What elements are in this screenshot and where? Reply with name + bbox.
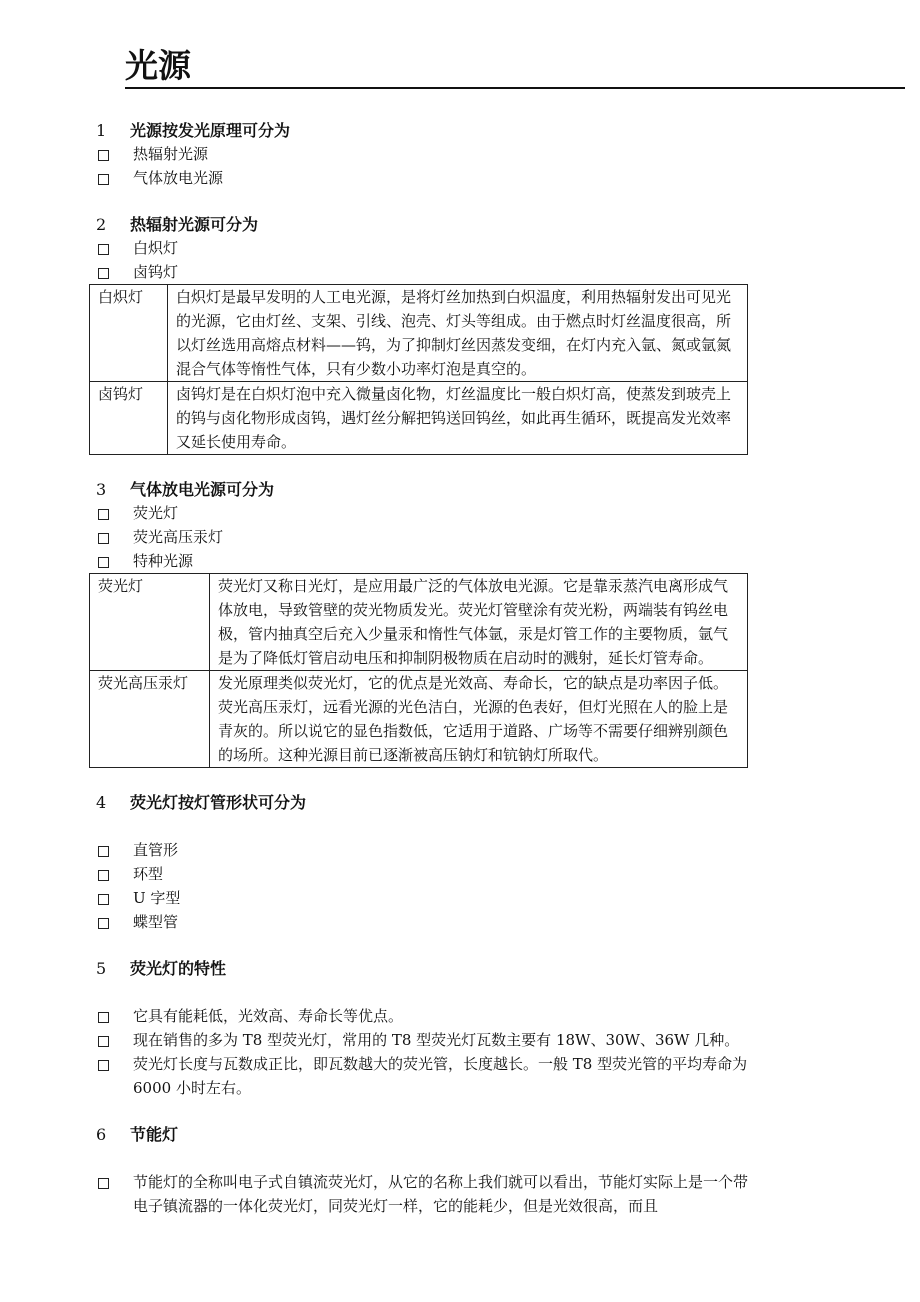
list-item-text: 卤钨灯	[133, 263, 179, 281]
section-heading	[0, 1122, 920, 1146]
square-bullet-icon	[98, 918, 109, 929]
list-item-text: 特种光源	[133, 552, 194, 570]
table-row	[90, 382, 748, 455]
square-bullet-icon	[98, 1012, 109, 1023]
table-cell-term: 荧光灯	[90, 574, 210, 671]
square-bullet-icon	[98, 1178, 109, 1189]
list-item	[0, 1170, 750, 1218]
table-cell-description: 卤钨灯是在白炽灯泡中充入微量卤化物，灯丝温度比一般白炽灯高，使蒸发到玻壳上的钨与卤化物形成卤钨，遇灯丝分解把钨送回钨丝，如此再生循环，既提高发光效率又延长使用寿命。	[168, 382, 748, 455]
list-item	[0, 260, 750, 284]
definition-table	[89, 284, 748, 455]
square-bullet-icon	[98, 244, 109, 255]
square-bullet-icon	[98, 894, 109, 905]
square-bullet-icon	[98, 1036, 109, 1047]
section-title: 气体放电光源可分为	[130, 480, 275, 499]
table-cell-term: 白炽灯	[90, 285, 168, 382]
section-4	[0, 790, 920, 934]
table-cell-term: 卤钨灯	[90, 382, 168, 455]
list-item	[0, 142, 750, 166]
section-number: 6	[96, 1125, 107, 1144]
list-item-text: 热辐射光源	[133, 145, 209, 163]
section-heading	[0, 790, 920, 814]
list-item-text: 直管形	[133, 841, 179, 859]
list-item-text: 荧光高压汞灯	[133, 528, 224, 546]
list-item-text: 节能灯的全称叫电子式自镇流荧光灯，从它的名称上我们就可以看出，节能灯实际上是一个带电子镇流器的一体化荧光灯，同荧光灯一样，它的能耗少，但是光效很高，而且	[133, 1173, 749, 1215]
section-3	[0, 477, 920, 768]
table-cell-description: 白炽灯是最早发明的人工电光源，是将灯丝加热到白炽温度，利用热辐射发出可见光的光源，它由灯丝、支架、引线、泡壳、灯头等组成。由于燃点时灯丝温度很高，所以灯丝选用高熔点材料——钨，为了抑制灯丝因蒸发变细，在灯内充入氩、氮或氩氮混合气体等惰性气体，只有少数小功率灯泡是真空的。	[168, 285, 748, 382]
table-cell-term: 荧光高压汞灯	[90, 671, 210, 768]
list-item	[0, 862, 750, 886]
square-bullet-icon	[98, 533, 109, 544]
square-bullet-icon	[98, 509, 109, 520]
list-item	[0, 910, 750, 934]
square-bullet-icon	[98, 268, 109, 279]
square-bullet-icon	[98, 557, 109, 568]
bullet-list	[0, 1004, 920, 1100]
list-item-text: 白炽灯	[133, 239, 179, 257]
list-item-text: 蝶型管	[133, 913, 179, 931]
table-row	[90, 671, 748, 768]
list-item-text: 荧光灯	[133, 504, 179, 522]
section-heading	[0, 477, 920, 501]
square-bullet-icon	[98, 150, 109, 161]
list-item-text: 气体放电光源	[133, 169, 224, 187]
square-bullet-icon	[98, 870, 109, 881]
square-bullet-icon	[98, 1060, 109, 1071]
list-item	[0, 166, 750, 190]
bullet-list	[0, 236, 920, 284]
section-6	[0, 1122, 920, 1218]
section-heading	[0, 956, 920, 980]
section-heading	[0, 212, 920, 236]
section-title: 节能灯	[130, 1125, 179, 1144]
bullet-list	[0, 501, 920, 573]
list-item	[0, 1004, 750, 1028]
section-number: 4	[96, 793, 107, 812]
section-1	[0, 118, 920, 190]
section-title: 荧光灯按灯管形状可分为	[130, 793, 307, 812]
list-item	[0, 236, 750, 260]
list-item	[0, 525, 750, 549]
list-item	[0, 838, 750, 862]
list-item	[0, 1052, 750, 1100]
list-item-text: 荧光灯长度与瓦数成正比，即瓦数越大的荧光管，长度越长。一般 T8 型荧光管的平均寿命为 6000 小时左右。	[133, 1055, 748, 1097]
table-row	[90, 285, 748, 382]
section-heading	[0, 118, 920, 142]
table-row	[90, 574, 748, 671]
section-2	[0, 212, 920, 455]
table-cell-description: 荧光灯又称日光灯，是应用最广泛的气体放电光源。它是靠汞蒸汽电离形成气体放电，导致管壁的荧光物质发光。荧光灯管壁涂有荧光粉，两端装有钨丝电极，管内抽真空后充入少量汞和惰性气体氩，汞是灯管工作的主要物质，氩气是为了降低灯管启动电压和抑制阴极物质在启动时的溅射，延长灯管寿命。	[210, 574, 748, 671]
list-item-text: 它具有能耗低，光效高、寿命长等优点。	[133, 1007, 404, 1025]
section-5	[0, 956, 920, 1100]
bullet-list	[0, 838, 920, 934]
list-item-text: U 字型	[133, 889, 181, 907]
section-number: 1	[96, 121, 107, 140]
definition-table	[89, 573, 748, 768]
section-number: 2	[96, 215, 107, 234]
page-title: 光源	[125, 46, 905, 89]
list-item-text: 环型	[133, 865, 164, 883]
list-item	[0, 1028, 750, 1052]
section-title: 热辐射光源可分为	[130, 215, 259, 234]
square-bullet-icon	[98, 846, 109, 857]
section-title: 光源按发光原理可分为	[130, 121, 291, 140]
bullet-list	[0, 1170, 920, 1218]
list-item	[0, 549, 750, 573]
section-number: 3	[96, 480, 107, 499]
list-item-text: 现在销售的多为 T8 型荧光灯，常用的 T8 型荧光灯瓦数主要有 18W、30W、36W 几种。	[133, 1031, 740, 1049]
document-body	[0, 118, 920, 1240]
section-title: 荧光灯的特性	[130, 959, 227, 978]
table-cell-description: 发光原理类似荧光灯，它的优点是光效高、寿命长，它的缺点是功率因子低。荧光高压汞灯，远看光源的光色洁白，光源的色表好，但灯光照在人的脸上是青灰的。所以说它的显色指数低，它适用于道路、广场等不需要仔细辨别颜色的场所。这种光源目前已逐渐被高压钠灯和钪钠灯所取代。	[210, 671, 748, 768]
list-item	[0, 886, 750, 910]
section-number: 5	[96, 959, 107, 978]
bullet-list	[0, 142, 920, 190]
square-bullet-icon	[98, 174, 109, 185]
list-item	[0, 501, 750, 525]
